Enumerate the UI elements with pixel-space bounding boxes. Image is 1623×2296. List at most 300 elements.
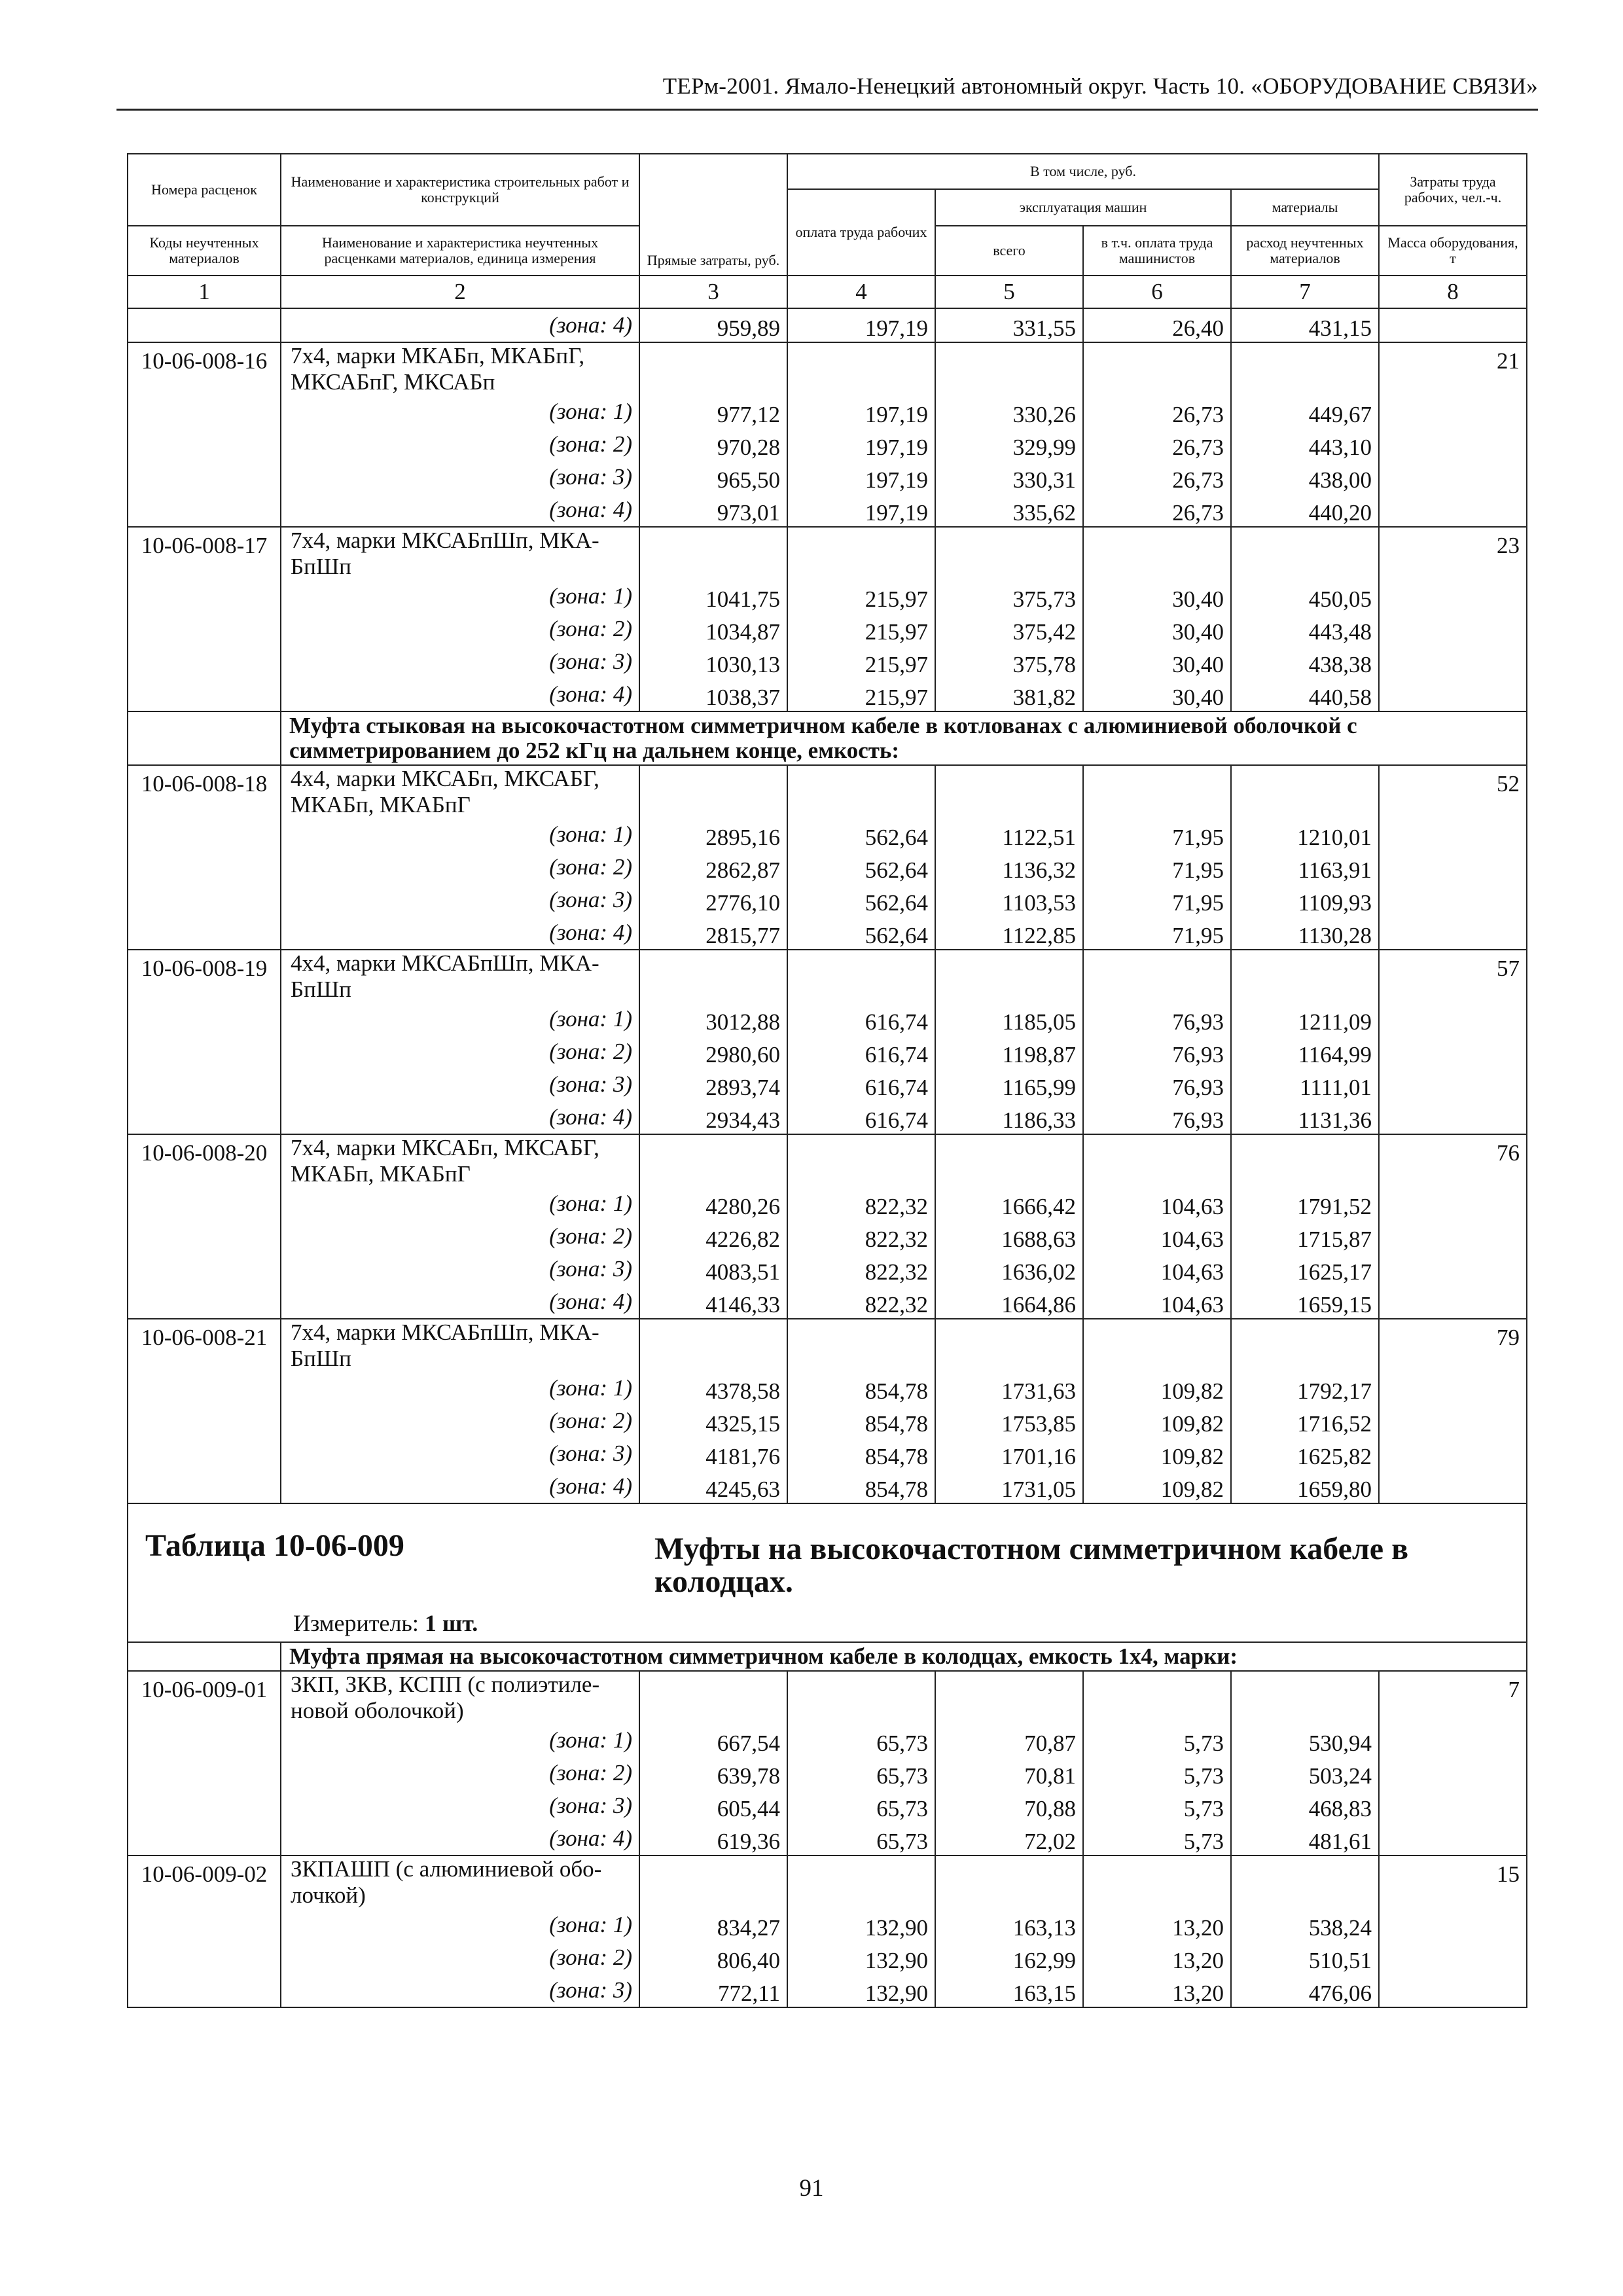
zone-label: (зона: 2) (281, 428, 639, 461)
direct-cost: 834,27 (639, 1909, 787, 1941)
machine-cost: 1731,63 (935, 1372, 1083, 1405)
direct-cost: 1034,87 (639, 613, 787, 645)
col-name-top: Наименование и характеристика строительных работ и конструкций (281, 154, 639, 226)
col-mach-labor: в т.ч. оплата труда машинистов (1083, 226, 1231, 276)
machine-cost: 1731,05 (935, 1470, 1083, 1503)
labor-cost: 562,64 (787, 884, 935, 916)
group-heading: Муфта прямая на высокочастотном симметричном кабеле в колодцах, емкость 1х4, марки: (281, 1642, 1527, 1671)
empty-cell (935, 342, 1083, 395)
empty-cell (935, 527, 1083, 580)
machine-cost: 72,02 (935, 1822, 1083, 1856)
materials-cost: 468,83 (1231, 1789, 1379, 1822)
rate-code: 10-06-008-21 (128, 1319, 281, 1503)
labor-cost: 822,32 (787, 1285, 935, 1319)
machinist-cost: 13,20 (1083, 1909, 1231, 1941)
materials-cost: 443,10 (1231, 428, 1379, 461)
labor-cost: 562,64 (787, 818, 935, 851)
machinist-cost: 104,63 (1083, 1285, 1231, 1319)
labor-cost: 197,19 (787, 493, 935, 527)
materials-cost: 450,05 (1231, 580, 1379, 613)
carry-row (128, 308, 1527, 342)
machine-cost: 375,73 (935, 580, 1083, 613)
zone-row (128, 1724, 1527, 1757)
labor-hours: 57 (1379, 950, 1527, 1134)
zone-row (128, 395, 1527, 428)
zone-label: (зона: 2) (281, 1757, 639, 1789)
empty-cell (128, 1642, 281, 1671)
labor-cost: 197,19 (787, 395, 935, 428)
labor-cost: 822,32 (787, 1253, 935, 1285)
empty-cell (1083, 765, 1231, 818)
col-number: 3 (639, 276, 787, 308)
labor-hours: 76 (1379, 1134, 1527, 1319)
machine-cost: 1122,85 (935, 916, 1083, 950)
labor-cost: 197,19 (787, 308, 935, 342)
rate-item-row (128, 527, 1527, 580)
direct-cost: 4226,82 (639, 1220, 787, 1253)
machine-cost: 335,62 (935, 493, 1083, 527)
zone-row (128, 1757, 1527, 1789)
col-code-top: Номера расценок (128, 154, 281, 226)
col-incl: В том числе, руб. (787, 154, 1379, 189)
empty-cell (639, 342, 787, 395)
materials-cost: 449,67 (1231, 395, 1379, 428)
rate-description: 7х4, марки МКСАБпШп, МКА-БпШп (281, 1319, 639, 1372)
empty-cell (1231, 1134, 1379, 1187)
rate-description: ЗКП, ЗКВ, КСПП (с полиэтиле-новой оболочкой) (281, 1671, 639, 1724)
materials-cost: 1625,17 (1231, 1253, 1379, 1285)
materials-cost: 440,20 (1231, 493, 1379, 527)
empty-cell (1083, 1134, 1231, 1187)
zone-label: (зона: 3) (281, 1789, 639, 1822)
labor-cost: 616,74 (787, 1068, 935, 1101)
rate-code: 10-06-008-16 (128, 342, 281, 527)
rate-code: 10-06-008-18 (128, 765, 281, 950)
materials-cost: 1111,01 (1231, 1068, 1379, 1101)
materials-cost: 1791,52 (1231, 1187, 1379, 1220)
empty-cell (787, 527, 935, 580)
labor-cost: 65,73 (787, 1724, 935, 1757)
rate-item-row (128, 1671, 1527, 1724)
labor-hours: 21 (1379, 342, 1527, 527)
unit-line (293, 1610, 478, 1636)
direct-cost: 1041,75 (639, 580, 787, 613)
zone-label: (зона: 3) (281, 1437, 639, 1470)
direct-cost: 4083,51 (639, 1253, 787, 1285)
col-machines: эксплуатация машин (935, 189, 1231, 226)
zone-label: (зона: 1) (281, 818, 639, 851)
rate-code: 10-06-009-02 (128, 1856, 281, 2007)
machinist-cost: 71,95 (1083, 818, 1231, 851)
machinist-cost: 26,73 (1083, 395, 1231, 428)
zone-row (128, 884, 1527, 916)
materials-cost: 1211,09 (1231, 1003, 1379, 1035)
direct-cost: 3012,88 (639, 1003, 787, 1035)
labor-cost: 215,97 (787, 678, 935, 711)
machine-cost: 1122,51 (935, 818, 1083, 851)
zone-row (128, 851, 1527, 884)
col-materials: материалы (1231, 189, 1379, 226)
machine-cost: 330,26 (935, 395, 1083, 428)
labor-cost: 215,97 (787, 613, 935, 645)
machine-cost: 330,31 (935, 461, 1083, 493)
zone-label: (зона: 1) (281, 1724, 639, 1757)
machinist-cost: 5,73 (1083, 1757, 1231, 1789)
machinist-cost: 26,73 (1083, 493, 1231, 527)
machine-cost: 1753,85 (935, 1405, 1083, 1437)
empty-cell (1231, 342, 1379, 395)
direct-cost: 772,11 (639, 1974, 787, 2007)
empty-cell (1231, 1319, 1379, 1372)
direct-cost: 970,28 (639, 428, 787, 461)
header-row-1 (128, 154, 1527, 189)
zone-row (128, 1035, 1527, 1068)
column-numbers-row (128, 276, 1527, 308)
machine-cost: 1198,87 (935, 1035, 1083, 1068)
zone-row (128, 1941, 1527, 1974)
direct-cost: 605,44 (639, 1789, 787, 1822)
zone-label: (зона: 3) (281, 884, 639, 916)
direct-cost: 619,36 (639, 1822, 787, 1856)
direct-cost: 4181,76 (639, 1437, 787, 1470)
machine-cost: 163,15 (935, 1974, 1083, 2007)
direct-cost: 977,12 (639, 395, 787, 428)
machine-cost: 1186,33 (935, 1101, 1083, 1134)
materials-cost: 1659,15 (1231, 1285, 1379, 1319)
labor-cost: 822,32 (787, 1187, 935, 1220)
zone-label: (зона: 3) (281, 645, 639, 678)
col-number: 5 (935, 276, 1083, 308)
col-number: 1 (128, 276, 281, 308)
rate-code: 10-06-009-01 (128, 1671, 281, 1856)
rate-description: 4х4, марки МКСАБп, МКСАБГ, МКАБп, МКАБпГ (281, 765, 639, 818)
labor-cost: 215,97 (787, 645, 935, 678)
zone-row (128, 1187, 1527, 1220)
labor-cost: 65,73 (787, 1789, 935, 1822)
zone-label: (зона: 3) (281, 1253, 639, 1285)
machinist-cost: 71,95 (1083, 884, 1231, 916)
labor-cost: 562,64 (787, 851, 935, 884)
empty-cell (639, 527, 787, 580)
materials-cost: 443,48 (1231, 613, 1379, 645)
zone-label: (зона: 2) (281, 613, 639, 645)
labor-cost: 822,32 (787, 1220, 935, 1253)
rate-item-row (128, 950, 1527, 1003)
labor-cost: 616,74 (787, 1035, 935, 1068)
col-mach-total: всего (935, 226, 1083, 276)
zone-label: (зона: 3) (281, 1974, 639, 2007)
empty-cell (787, 765, 935, 818)
direct-cost: 973,01 (639, 493, 787, 527)
empty-cell (1231, 1671, 1379, 1724)
zone-label: (зона: 4) (281, 493, 639, 527)
labor-hours: 7 (1379, 1671, 1527, 1856)
zone-row (128, 818, 1527, 851)
zone-row (128, 580, 1527, 613)
empty-cell (128, 308, 281, 342)
table-heading-row (128, 1503, 1527, 1642)
empty-cell (639, 765, 787, 818)
materials-cost: 1131,36 (1231, 1101, 1379, 1134)
zone-row (128, 1285, 1527, 1319)
machine-cost: 1165,99 (935, 1068, 1083, 1101)
direct-cost: 4146,33 (639, 1285, 787, 1319)
direct-cost: 959,89 (639, 308, 787, 342)
labor-cost: 215,97 (787, 580, 935, 613)
zone-row (128, 1220, 1527, 1253)
zone-row (128, 1253, 1527, 1285)
labor-cost: 616,74 (787, 1101, 935, 1134)
col-name-bottom: Наименование и характеристика неучтенных расценками материалов, единица измерения (281, 226, 639, 276)
labor-cost: 132,90 (787, 1974, 935, 2007)
materials-cost: 431,15 (1231, 308, 1379, 342)
direct-cost: 2862,87 (639, 851, 787, 884)
machinist-cost: 30,40 (1083, 645, 1231, 678)
materials-cost: 1130,28 (1231, 916, 1379, 950)
zone-row (128, 1101, 1527, 1134)
machinist-cost: 104,63 (1083, 1253, 1231, 1285)
rate-description: 7х4, марки МКСАБп, МКСАБГ, МКАБп, МКАБпГ (281, 1134, 639, 1187)
machine-cost: 1103,53 (935, 884, 1083, 916)
price-table (127, 153, 1527, 2008)
machinist-cost: 5,73 (1083, 1789, 1231, 1822)
rate-item-row (128, 765, 1527, 818)
empty-cell (787, 342, 935, 395)
labor-cost: 854,78 (787, 1437, 935, 1470)
unit-value: 1 шт. (424, 1610, 478, 1636)
labor-cost: 132,90 (787, 1909, 935, 1941)
zone-row (128, 1003, 1527, 1035)
materials-cost: 1659,80 (1231, 1470, 1379, 1503)
materials-cost: 476,06 (1231, 1974, 1379, 2007)
machinist-cost: 30,40 (1083, 580, 1231, 613)
materials-cost: 1109,93 (1231, 884, 1379, 916)
direct-cost: 4378,58 (639, 1372, 787, 1405)
materials-cost: 510,51 (1231, 1941, 1379, 1974)
machinist-cost: 26,73 (1083, 461, 1231, 493)
zone-row (128, 1405, 1527, 1437)
empty-cell (1231, 950, 1379, 1003)
materials-cost: 440,58 (1231, 678, 1379, 711)
empty-cell (1231, 765, 1379, 818)
machinist-cost: 104,63 (1083, 1187, 1231, 1220)
labor-cost: 854,78 (787, 1470, 935, 1503)
zone-label: (зона: 2) (281, 1035, 639, 1068)
labor-cost: 65,73 (787, 1757, 935, 1789)
col-workcost-bottom: Масса оборудования, т (1379, 226, 1527, 276)
col-number: 2 (281, 276, 639, 308)
machinist-cost: 26,73 (1083, 428, 1231, 461)
rate-code: 10-06-008-20 (128, 1134, 281, 1319)
zone-row (128, 645, 1527, 678)
materials-cost: 503,24 (1231, 1757, 1379, 1789)
empty-cell (639, 1319, 787, 1372)
materials-cost: 538,24 (1231, 1909, 1379, 1941)
machine-cost: 1688,63 (935, 1220, 1083, 1253)
empty-cell (935, 1319, 1083, 1372)
machinist-cost: 76,93 (1083, 1003, 1231, 1035)
empty-cell (128, 711, 281, 765)
zone-label: (зона: 2) (281, 1941, 639, 1974)
col-direct: Прямые затраты, руб. (639, 154, 787, 276)
materials-cost: 1163,91 (1231, 851, 1379, 884)
labor-cost: 197,19 (787, 461, 935, 493)
direct-cost: 2895,16 (639, 818, 787, 851)
empty-cell (1083, 527, 1231, 580)
zone-row (128, 613, 1527, 645)
materials-cost: 438,38 (1231, 645, 1379, 678)
col-number: 4 (787, 276, 935, 308)
labor-cost: 132,90 (787, 1941, 935, 1974)
materials-cost: 481,61 (1231, 1822, 1379, 1856)
col-materials-bottom: расход неучтенных материалов (1231, 226, 1379, 276)
rate-item-row (128, 1134, 1527, 1187)
empty-cell (1231, 1856, 1379, 1909)
machinist-cost: 30,40 (1083, 678, 1231, 711)
direct-cost: 4280,26 (639, 1187, 787, 1220)
rate-description: 4х4, марки МКСАБпШп, МКА-БпШп (281, 950, 639, 1003)
direct-cost: 1038,37 (639, 678, 787, 711)
table-title: Муфты на высокочастотном симметричном кабеле в колодцах. (654, 1532, 1409, 1599)
empty-cell (1231, 527, 1379, 580)
machine-cost: 70,81 (935, 1757, 1083, 1789)
empty-cell (639, 1856, 787, 1909)
zone-label: (зона: 1) (281, 1372, 639, 1405)
zone-label: (зона: 2) (281, 851, 639, 884)
zone-label: (зона: 4) (281, 678, 639, 711)
machinist-cost: 104,63 (1083, 1220, 1231, 1253)
labor-hours: 79 (1379, 1319, 1527, 1503)
zone-row (128, 678, 1527, 711)
rate-item-row (128, 1319, 1527, 1372)
labor-hours: 15 (1379, 1856, 1527, 2007)
zone-row (128, 1974, 1527, 2007)
empty-cell (639, 1671, 787, 1724)
group-heading-row (128, 1642, 1527, 1671)
labor-cost: 616,74 (787, 1003, 935, 1035)
zone-label: (зона: 4) (281, 1285, 639, 1319)
direct-cost: 965,50 (639, 461, 787, 493)
table-heading-box (128, 1504, 1526, 1641)
labor-cost: 65,73 (787, 1822, 935, 1856)
direct-cost: 2934,43 (639, 1101, 787, 1134)
empty-cell (935, 950, 1083, 1003)
table-heading (128, 1503, 1527, 1642)
materials-cost: 1792,17 (1231, 1372, 1379, 1405)
zone-label: (зона: 4) (281, 1101, 639, 1134)
empty-cell (1083, 342, 1231, 395)
machinist-cost: 76,93 (1083, 1068, 1231, 1101)
zone-label: (зона: 3) (281, 1068, 639, 1101)
empty-cell (935, 1671, 1083, 1724)
rate-description: 7х4, марки МКАБп, МКАБпГ, МКСАБпГ, МКСАБп (281, 342, 639, 395)
machine-cost: 1666,42 (935, 1187, 1083, 1220)
empty-cell (1083, 1671, 1231, 1724)
labor-cost: 854,78 (787, 1372, 935, 1405)
zone-row (128, 1909, 1527, 1941)
zone-label: (зона: 4) (281, 308, 639, 342)
direct-cost: 2893,74 (639, 1068, 787, 1101)
zone-row (128, 1437, 1527, 1470)
page-header (116, 71, 1538, 111)
empty-cell (787, 1319, 935, 1372)
machine-cost: 375,42 (935, 613, 1083, 645)
zone-row (128, 461, 1527, 493)
zone-label: (зона: 1) (281, 395, 639, 428)
empty-cell (639, 950, 787, 1003)
zone-row (128, 1789, 1527, 1822)
labor-cost: 197,19 (787, 428, 935, 461)
zone-row (128, 1068, 1527, 1101)
zone-label: (зона: 1) (281, 580, 639, 613)
zone-row (128, 1822, 1527, 1856)
col-workcost-top: Затраты труда рабочих, чел.-ч. (1379, 154, 1527, 226)
empty-cell (787, 1671, 935, 1724)
machinist-cost: 76,93 (1083, 1101, 1231, 1134)
materials-cost: 1210,01 (1231, 818, 1379, 851)
machine-cost: 1136,32 (935, 851, 1083, 884)
machine-cost: 329,99 (935, 428, 1083, 461)
zone-label: (зона: 1) (281, 1003, 639, 1035)
machine-cost: 1636,02 (935, 1253, 1083, 1285)
machinist-cost: 5,73 (1083, 1822, 1231, 1856)
col-number: 6 (1083, 276, 1231, 308)
machine-cost: 70,87 (935, 1724, 1083, 1757)
zone-row (128, 1470, 1527, 1503)
zone-row (128, 428, 1527, 461)
machinist-cost: 30,40 (1083, 613, 1231, 645)
rate-item-row (128, 1856, 1527, 1909)
col-number: 8 (1379, 276, 1527, 308)
table-number: Таблица 10-06-009 (145, 1528, 404, 1563)
zone-label: (зона: 1) (281, 1187, 639, 1220)
running-title: ТЕРм-2001. Ямало-Ненецкий автономный округ. Часть 10. «ОБОРУДОВАНИЕ СВЯЗИ» (662, 73, 1538, 99)
machinist-cost: 13,20 (1083, 1974, 1231, 2007)
zone-label: (зона: 1) (281, 1909, 639, 1941)
empty-cell (787, 1134, 935, 1187)
zone-label: (зона: 3) (281, 461, 639, 493)
empty-cell (787, 1856, 935, 1909)
labor-hours: 52 (1379, 765, 1527, 950)
materials-cost: 530,94 (1231, 1724, 1379, 1757)
machinist-cost: 76,93 (1083, 1035, 1231, 1068)
materials-cost: 1716,52 (1231, 1405, 1379, 1437)
machine-cost: 1701,16 (935, 1437, 1083, 1470)
col-code-bottom: Коды неучтенных материалов (128, 226, 281, 276)
empty-cell (935, 1856, 1083, 1909)
empty-cell (935, 1134, 1083, 1187)
col-labor: оплата труда рабочих (787, 189, 935, 276)
materials-cost: 1715,87 (1231, 1220, 1379, 1253)
direct-cost: 4325,15 (639, 1405, 787, 1437)
direct-cost: 4245,63 (639, 1470, 787, 1503)
direct-cost: 1030,13 (639, 645, 787, 678)
machinist-cost: 109,82 (1083, 1437, 1231, 1470)
empty-cell (787, 950, 935, 1003)
machinist-cost: 5,73 (1083, 1724, 1231, 1757)
machinist-cost: 109,82 (1083, 1372, 1231, 1405)
empty-cell (639, 1134, 787, 1187)
labor-cost: 562,64 (787, 916, 935, 950)
materials-cost: 1164,99 (1231, 1035, 1379, 1068)
materials-cost: 1625,82 (1231, 1437, 1379, 1470)
machinist-cost: 109,82 (1083, 1470, 1231, 1503)
machinist-cost: 26,40 (1083, 308, 1231, 342)
materials-cost: 438,00 (1231, 461, 1379, 493)
direct-cost: 667,54 (639, 1724, 787, 1757)
empty-cell (1083, 1319, 1231, 1372)
machine-cost: 381,82 (935, 678, 1083, 711)
